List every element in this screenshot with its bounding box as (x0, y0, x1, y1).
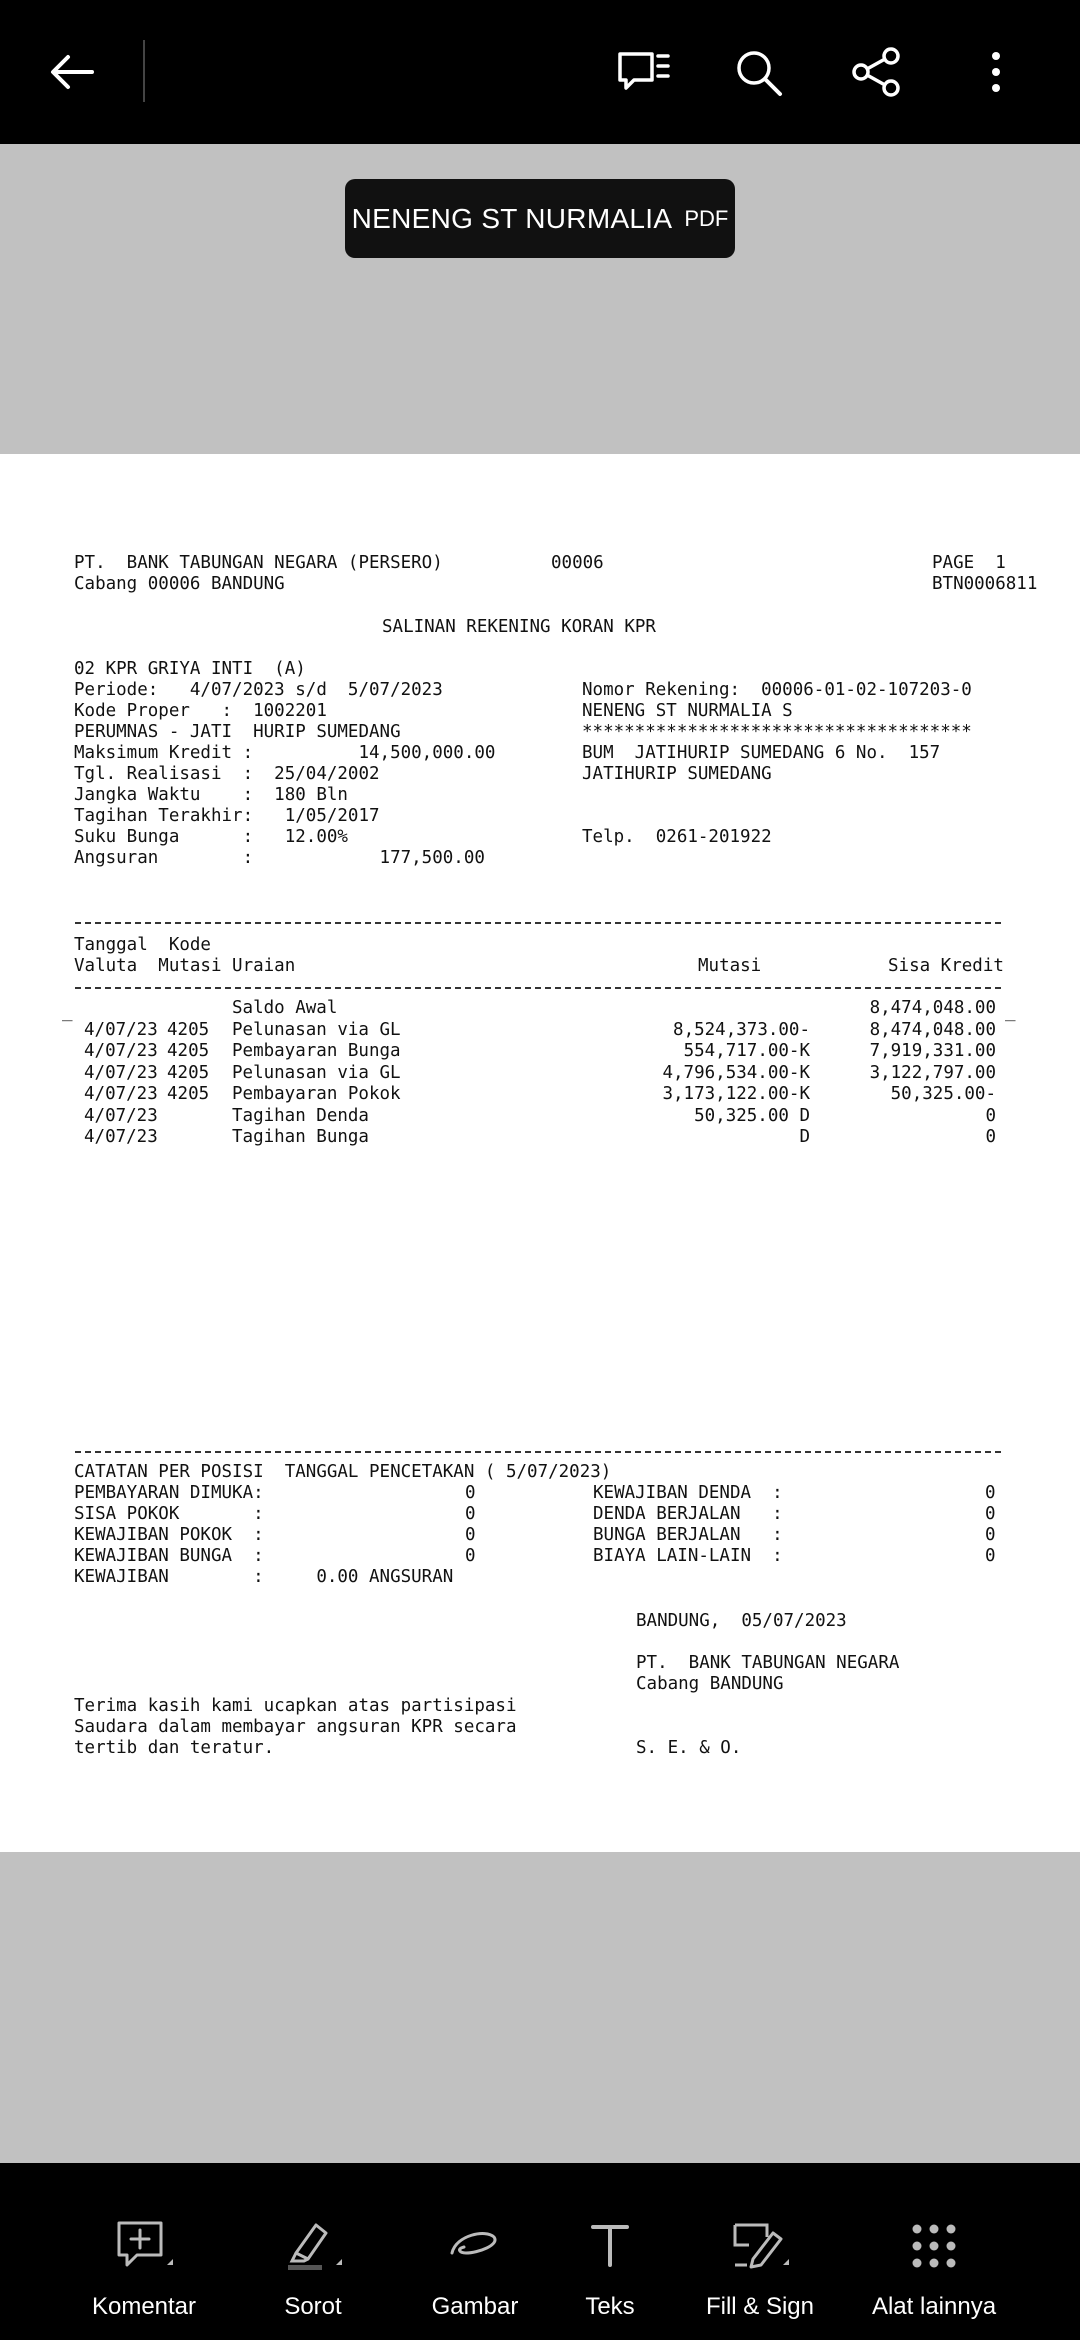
tool-more[interactable] (871, 2163, 997, 2340)
table-header-row1: Tanggal Kode (74, 935, 211, 955)
comments-list-button[interactable] (610, 42, 674, 102)
table-row (0, 1106, 1080, 1127)
table-row (0, 1084, 1080, 1105)
note-left-label: PEMBAYARAN DIMUKA: (74, 1483, 264, 1503)
kewajiban-line: KEWAJIBAN : 0.00 ANGSURAN (74, 1567, 454, 1587)
cell-uraian: Tagihan Bunga (232, 1127, 369, 1147)
info-left-line: Jangka Waktu : 180 Bln (74, 785, 348, 805)
arrow-left-icon (42, 42, 102, 102)
table-row (0, 1041, 1080, 1062)
cell-mutasi: 50,325.00 D (694, 1105, 810, 1126)
cell-mutasi: 554,717.00-K (683, 1041, 810, 1061)
cell-sisa-kredit: 8,474,048.00 (869, 1019, 996, 1040)
cell-tanggal: 4/07/23 (84, 1062, 158, 1083)
tool-draw[interactable] (415, 2163, 535, 2340)
comment-list-icon (612, 42, 672, 102)
statement-heading: SALINAN REKENING KORAN KPR (382, 617, 656, 637)
info-left-line: Maksimum Kredit : 14,500,000.00 (74, 743, 496, 763)
cell-uraian: Tagihan Denda (232, 1105, 369, 1126)
divider-top (75, 922, 1001, 924)
info-right-line: NENENG ST NURMALIA S (582, 701, 793, 721)
cell-sisa-kredit: 0 (985, 1127, 996, 1147)
info-left-line: 02 KPR GRIYA INTI (A) (74, 659, 306, 679)
table-header-row2: Valuta Mutasi Uraian (74, 956, 296, 976)
info-left-line: Angsuran : 177,500.00 (74, 848, 485, 868)
table-row (0, 1127, 1080, 1148)
row-marker-right: _ (1005, 1002, 1016, 1022)
note-left-value: 0 (465, 1546, 476, 1566)
note-left-label: KEWAJIBAN BUNGA : (74, 1546, 264, 1566)
cell-uraian: Saldo Awal (232, 998, 338, 1018)
document-type: PDF (684, 205, 729, 231)
info-right-line: JATIHURIP SUMEDANG (582, 764, 772, 784)
note-left-value: 0 (465, 1504, 476, 1524)
tool-text[interactable] (550, 2163, 670, 2340)
info-left-line: Kode Proper : 1002201 (74, 701, 327, 721)
divider-header (75, 987, 1001, 989)
tool-fill-sign[interactable] (700, 2163, 820, 2340)
info-right-line: ************************************* (582, 722, 972, 742)
info-left-line: Tgl. Realisasi : 25/04/2002 (74, 764, 380, 784)
cell-tanggal: 4/07/23 (84, 1019, 158, 1040)
thanks-line: Terima kasih kami ucapkan atas partisipasi (74, 1696, 517, 1716)
cell-mutasi: D (799, 1127, 810, 1147)
search-icon (728, 42, 788, 102)
tool-comment-label: Komentar (91, 2293, 197, 2320)
cell-uraian: Pembayaran Bunga (232, 1041, 401, 1061)
top-toolbar (0, 0, 1080, 144)
back-button[interactable] (40, 42, 104, 102)
draw-icon (442, 2213, 508, 2279)
cell-kode: 4205 (167, 1084, 210, 1104)
note-right-value: 0 (985, 1525, 996, 1545)
page-label: PAGE 1 (932, 553, 1006, 573)
info-right-line: Nomor Rekening: 00006-01-02-107203-0 (582, 680, 972, 700)
toolbar-divider (143, 40, 145, 102)
add-comment-icon (111, 2213, 177, 2279)
sign-org-1: PT. BANK TABUNGAN NEGARA (636, 1653, 900, 1673)
branch: Cabang 00006 BANDUNG (74, 574, 285, 594)
note-right-label: DENDA BERJALAN : (593, 1504, 783, 1524)
thanks-line: tertib dan teratur. (74, 1738, 275, 1758)
info-left-line: PERUMNAS - JATI HURIP SUMEDANG (74, 722, 401, 742)
document-title-pill (345, 179, 735, 258)
cell-sisa-kredit: 0 (985, 1105, 996, 1126)
highlighter-icon (280, 2213, 346, 2279)
note-right-label: BIAYA LAIN-LAIN : (593, 1546, 783, 1566)
cell-sisa-kredit: 7,919,331.00 (869, 1041, 996, 1061)
note-left-label: SISA POKOK : (74, 1504, 264, 1524)
more-options-button[interactable] (962, 42, 1026, 102)
tool-text-label: Teks (585, 2293, 635, 2320)
tool-highlight[interactable] (253, 2163, 373, 2340)
text-icon (577, 2213, 643, 2279)
thanks-line: Saudara dalam membayar angsuran KPR secara (74, 1717, 517, 1737)
note-right-label: BUNGA BERJALAN : (593, 1525, 783, 1545)
info-left-line: Periode: 4/07/2023 s/d 5/07/2023 (74, 680, 443, 700)
search-button[interactable] (726, 42, 790, 102)
cell-tanggal: 4/07/23 (84, 1041, 158, 1061)
note-right-value: 0 (985, 1546, 996, 1566)
note-left-label: KEWAJIBAN POKOK : (74, 1525, 264, 1545)
bank-name: PT. BANK TABUNGAN NEGARA (PERSERO) (74, 553, 443, 573)
note-right-value: 0 (985, 1483, 996, 1503)
cell-mutasi: 8,524,373.00- (673, 1019, 810, 1040)
document-title: NENENG ST NURMALIA (351, 202, 673, 234)
divider-notes (75, 1451, 1001, 1453)
tool-draw-label: Gambar (431, 2293, 519, 2320)
cell-mutasi: 3,173,122.00-K (662, 1084, 810, 1104)
note-right-label: KEWAJIBAN DENDA : (593, 1483, 783, 1503)
table-row (0, 1020, 1080, 1041)
header-mutasi: Mutasi (698, 956, 762, 976)
cell-mutasi: 4,796,534.00-K (662, 1062, 810, 1083)
cell-tanggal: 4/07/23 (84, 1084, 158, 1104)
info-right-line: Telp. 0261-201922 (582, 827, 772, 847)
notes-title: CATATAN PER POSISI TANGGAL PENCETAKAN ( 5/07/2023) (74, 1462, 612, 1482)
share-icon (846, 42, 906, 102)
cell-kode: 4205 (167, 1062, 210, 1083)
place-date: BANDUNG, 05/07/2023 (636, 1611, 847, 1631)
cell-uraian: Pelunasan via GL (232, 1019, 401, 1040)
header-sisa-kredit: Sisa Kredit (888, 956, 1004, 976)
info-left-line: Tagihan Terakhir: 1/05/2017 (74, 806, 380, 826)
share-button[interactable] (844, 42, 908, 102)
tool-more-label: Alat lainnya (871, 2293, 997, 2320)
tool-fill-sign-label: Fill & Sign (705, 2293, 815, 2320)
bottom-toolbar (0, 2163, 1080, 2340)
info-left-line: Suku Bunga : 12.00% (74, 827, 348, 847)
tool-comment[interactable] (84, 2163, 204, 2340)
cell-kode: 4205 (167, 1019, 210, 1040)
table-row (0, 1063, 1080, 1084)
branch-code-top: 00006 (551, 553, 604, 573)
cell-uraian: Pembayaran Pokok (232, 1084, 401, 1104)
ref-code: BTN0006811 (932, 574, 1038, 594)
cell-sisa-kredit: 50,325.00- (890, 1084, 996, 1104)
cell-kode: 4205 (167, 1041, 210, 1061)
sign-org-2: Cabang BANDUNG (636, 1674, 784, 1694)
more-vertical-icon (964, 42, 1024, 102)
note-left-value: 0 (465, 1483, 476, 1503)
cell-uraian: Pelunasan via GL (232, 1062, 401, 1083)
cell-sisa-kredit: 8,474,048.00 (869, 998, 996, 1018)
cell-sisa-kredit: 3,122,797.00 (869, 1062, 996, 1083)
fill-sign-icon (727, 2213, 793, 2279)
row-marker-left: _ (62, 1002, 73, 1022)
cell-tanggal: 4/07/23 (84, 1127, 158, 1147)
info-right-line: BUM JATIHURIP SUMEDANG 6 No. 157 (582, 743, 941, 763)
tool-highlight-label: Sorot (284, 2293, 342, 2320)
table-row (0, 998, 1080, 1019)
seo-note: S. E. & O. (636, 1738, 742, 1758)
note-left-value: 0 (465, 1525, 476, 1545)
more-tools-grid-icon (901, 2213, 967, 2279)
pdf-page[interactable] (0, 454, 1080, 1852)
note-right-value: 0 (985, 1504, 996, 1524)
cell-tanggal: 4/07/23 (84, 1105, 158, 1126)
